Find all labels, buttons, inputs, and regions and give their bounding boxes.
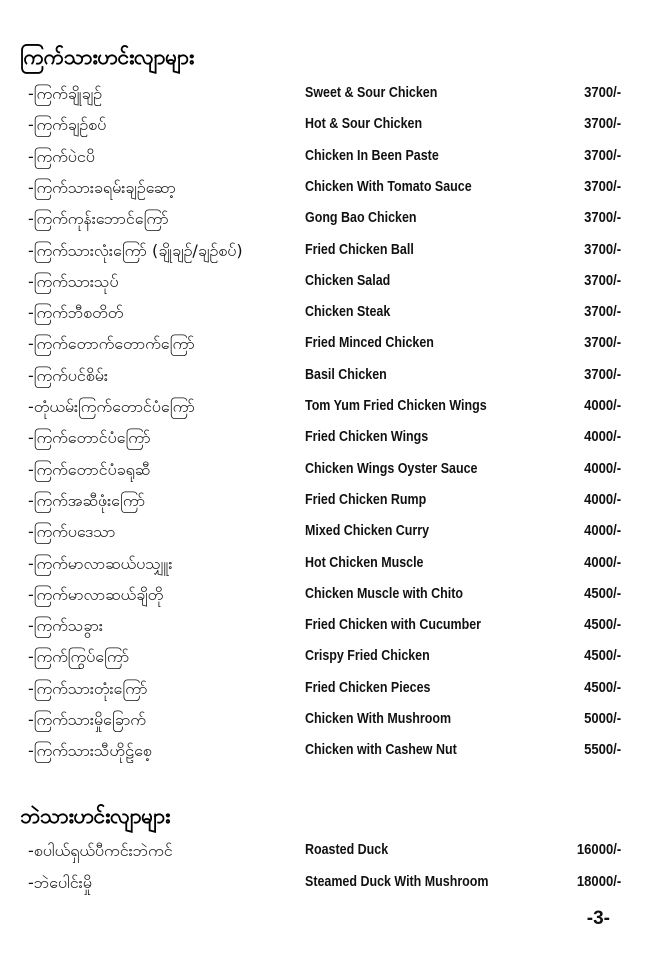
item-price: 3700/- <box>583 304 621 321</box>
item-name-myanmar: -ကြက်သားခရမ်းချဉ်ဆော့ <box>28 177 176 197</box>
item-name-english: Mixed Chicken Curry <box>305 523 430 540</box>
menu-item-row <box>0 675 660 706</box>
item-name-english: Chicken Muscle with Chito <box>305 585 463 602</box>
item-price: 3700/- <box>583 116 621 133</box>
item-price: 4500/- <box>583 679 621 696</box>
item-name-english: Hot & Sour Chicken <box>305 116 423 133</box>
menu-item-row <box>0 143 660 174</box>
item-name-english: Fried Chicken with Cucumber <box>305 617 482 634</box>
duck-section-title: ဘဲသားဟင်းလျာများ <box>20 804 170 828</box>
item-price: 4000/- <box>583 554 621 571</box>
item-price: 4500/- <box>583 617 621 634</box>
item-name-myanmar: -ကြက်သားလုံးကြော် (ချိုချဉ်/ချဉ်စပ်) <box>28 240 243 260</box>
item-name-english: Chicken With Tomato Sauce <box>305 178 472 195</box>
item-name-myanmar: -ကြက်ချိုချဉ် <box>28 84 103 103</box>
item-name-english: Fried Chicken Wings <box>305 429 429 446</box>
item-name-myanmar: -ကြက်သားတုံးကြော် <box>28 678 148 698</box>
item-name-myanmar: -ကြက်ကြွပ်ကြော် <box>28 647 130 667</box>
menu-item-row <box>0 393 660 424</box>
item-name-myanmar: -ကြက်ချဉ်စပ် <box>28 115 107 135</box>
item-name-english: Crispy Fried Chicken <box>305 648 430 665</box>
menu-item-row <box>0 456 660 487</box>
menu-item-row <box>0 837 660 868</box>
item-name-english: Fried Chicken Rump <box>305 491 427 508</box>
menu-item-row <box>0 362 660 393</box>
item-name-english: Chicken Salad <box>305 272 391 289</box>
item-name-myanmar: -တုံယမ်းကြက်တောင်ပံကြော် <box>28 397 195 416</box>
item-price: 18000/- <box>576 873 621 890</box>
menu-item-row <box>0 643 660 674</box>
item-price: 3700/- <box>583 147 621 164</box>
item-name-myanmar: -ကြက်ဘီစတိတ် <box>28 303 124 323</box>
item-price: 3700/- <box>583 272 621 289</box>
item-price: 3700/- <box>583 210 621 227</box>
menu-item-row <box>0 869 660 900</box>
item-name-english: Tom Yum Fried Chicken Wings <box>305 398 487 414</box>
menu-item-row <box>0 80 660 111</box>
item-name-english: Gong Bao Chicken <box>305 210 417 227</box>
item-name-myanmar: -ဘဲပေါင်းမှို <box>28 872 92 892</box>
menu-item-row <box>0 299 660 330</box>
item-price: 4000/- <box>583 523 621 540</box>
item-price: 3700/- <box>583 366 621 383</box>
item-name-english: Chicken Steak <box>305 304 391 321</box>
item-name-english: Hot Chicken Muscle <box>305 554 424 571</box>
item-name-myanmar: -ကြက်ကုန်းဘောင်ကြော် <box>28 209 169 229</box>
item-price: 4500/- <box>583 648 621 665</box>
item-name-english: Chicken In Been Paste <box>305 147 439 164</box>
item-name-myanmar: -ကြက်သားသီဟိုဠ်စေ့ <box>28 741 152 761</box>
item-name-english: Fried Chicken Ball <box>305 241 414 258</box>
item-name-myanmar: -ကြက်တောင်ပံခရုဆီ <box>28 459 151 479</box>
item-name-myanmar: -ကြက်အဆီဖုံးကြော် <box>28 490 146 510</box>
item-name-english: Roasted Duck <box>305 842 389 858</box>
item-name-english: Chicken with Cashew Nut <box>305 742 457 759</box>
item-price: 4000/- <box>583 429 621 446</box>
item-name-english: Basil Chicken <box>305 366 387 383</box>
item-name-myanmar: -ကြက်သားသုပ် <box>28 271 119 291</box>
item-price: 3700/- <box>583 85 621 101</box>
menu-item-row <box>0 111 660 142</box>
item-price: 4500/- <box>583 585 621 602</box>
item-name-english: Steamed Duck With Mushroom <box>305 873 489 890</box>
item-price: 4000/- <box>583 398 621 414</box>
menu-item-row <box>0 268 660 299</box>
item-name-myanmar: -ကြက်ပဒေသာ <box>28 522 116 542</box>
menu-item-row <box>0 737 660 768</box>
item-name-myanmar: -စပါယ်ရှယ်ပီကင်းဘဲကင် <box>28 841 173 860</box>
item-name-myanmar: -ကြက်သခွား <box>28 616 103 636</box>
page-number: -3- <box>586 908 610 929</box>
menu-item-row <box>0 424 660 455</box>
item-price: 4000/- <box>583 491 621 508</box>
menu-item-row <box>0 550 660 581</box>
item-price: 3700/- <box>583 241 621 258</box>
menu-item-row <box>0 518 660 549</box>
item-name-myanmar: -ကြက်တောင်ပံကြော် <box>28 428 151 448</box>
menu-item-row <box>0 237 660 268</box>
item-price: 5500/- <box>583 742 621 759</box>
item-name-english: Fried Chicken Pieces <box>305 679 431 696</box>
item-name-myanmar: -ကြက်ပဲငပိ <box>28 146 95 166</box>
item-name-english: Sweet & Sour Chicken <box>305 85 438 101</box>
menu-item-row <box>0 174 660 205</box>
item-price: 5000/- <box>583 711 621 727</box>
item-name-english: Chicken Wings Oyster Sauce <box>305 460 478 477</box>
menu-item-row <box>0 581 660 612</box>
item-name-english: Fried Minced Chicken <box>305 335 434 352</box>
item-name-myanmar: -ကြက်မာလာဆယ်ပသျှူး <box>28 553 173 573</box>
chicken-section-title: ကြက်သားဟင်းလျာများ <box>20 45 194 69</box>
item-price: 3700/- <box>583 178 621 195</box>
item-name-myanmar: -ကြက်ပင်စိမ်း <box>28 365 108 385</box>
item-name-myanmar: -ကြက်မာလာဆယ်ချိတို <box>28 584 164 604</box>
item-name-myanmar: -ကြက်တောက်တောက်ကြော် <box>28 334 195 354</box>
item-name-english: Chicken With Mushroom <box>305 711 452 727</box>
item-name-myanmar: -ကြက်သားမှိုခြောက် <box>28 710 146 729</box>
item-price: 16000/- <box>576 842 621 858</box>
menu-item-row <box>0 706 660 737</box>
menu-item-row <box>0 487 660 518</box>
item-price: 4000/- <box>583 460 621 477</box>
item-price: 3700/- <box>583 335 621 352</box>
menu-item-row <box>0 330 660 361</box>
menu-item-row <box>0 612 660 643</box>
menu-item-row <box>0 205 660 236</box>
